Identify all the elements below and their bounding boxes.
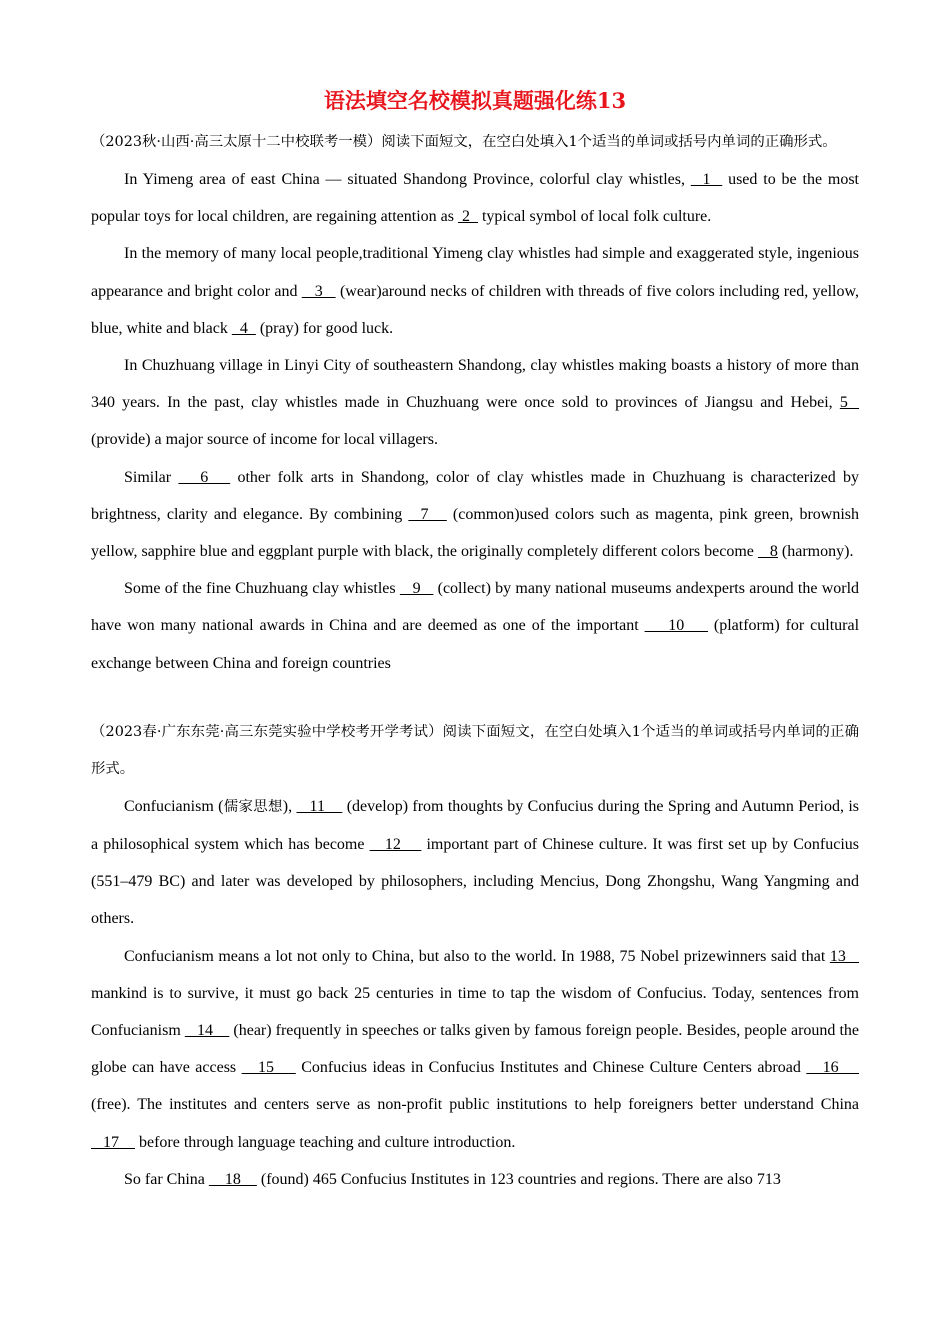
- s1-paragraph-2: [91, 235, 859, 347]
- s2-paragraph-1: [91, 788, 859, 938]
- text: Similar: [124, 468, 179, 486]
- blank-9[interactable]: 9: [399, 580, 434, 598]
- blank-3[interactable]: 3: [301, 282, 336, 300]
- text: (free). The institutes and centers serve as non-profit public institutions to help foreigners better understand China: [91, 1096, 859, 1114]
- text: other folk arts in Shandong, color of clay whistles made in Chuzhuang is characterized by brightness, clarity and elegance. By combining: [91, 468, 860, 523]
- text: (provide) a major source of income for local villagers.: [91, 431, 438, 449]
- text: (platform) for cultural exchange between China and foreign countries: [91, 617, 860, 672]
- text: (pray) for good luck.: [255, 319, 394, 337]
- text: Some of the fine Chuzhuang clay whistles: [124, 580, 400, 598]
- section-spacer: [91, 682, 859, 714]
- section-1-source: （2023秋·山西·高三太原十二中校联考一模）阅读下面短文，在空白处填入1个适当的单词或括号内单词的正确形式。: [91, 134, 837, 150]
- text: (collect) by many national museums andexperts around the world have won many national awards in China and are deemed as one of the important: [91, 580, 860, 635]
- text: (found) 465 Confucius Institutes in 123 countries and regions. There are also 713: [256, 1170, 781, 1188]
- text: (wear)around necks of children with threads of five colors including red, yellow, blue, white and black: [91, 282, 860, 337]
- section-2-source: （2023春·广东东莞·高三东莞实验中学校考开学考试）阅读下面短文，在空白处填入1个适当的单词或括号内单词的正确形式。: [91, 723, 859, 777]
- blank-6[interactable]: 6: [178, 468, 231, 486]
- blank-13[interactable]: 13: [829, 947, 860, 965]
- chinese-term: 儒家思想: [223, 798, 283, 815]
- blank-8[interactable]: 8: [757, 543, 778, 561]
- text: So far China: [124, 1170, 209, 1188]
- blank-17[interactable]: 17: [91, 1133, 135, 1151]
- text: important part of Chinese culture. It was first set up by Confucius (551–479 BC) and later was developed by philosophers, including Mencius, Dong Zhongshu, Wang Yangming and others.: [91, 836, 860, 928]
- page-title: 语法填空名校模拟真题强化练13: [323, 88, 627, 113]
- s1-paragraph-3: [91, 347, 859, 459]
- blank-12[interactable]: 12: [369, 836, 422, 854]
- text: typical symbol of local folk culture.: [477, 208, 712, 226]
- text: (develop) from thoughts by Confucius during the Spring and Autumn Period, is a philosophical system which has become: [91, 797, 860, 854]
- text: ),: [282, 797, 297, 815]
- text: In Chuzhuang village in Linyi City of southeastern Shandong, clay whistles making boasts a history of more than 340 years. In the past, clay whistles made in Chuzhuang were once sold to provinces of Jiangsu and Hebei,: [91, 357, 859, 412]
- text: Confucianism means a lot not only to China, but also to the world. In 1988, 75 Nobel prizewinners said that: [124, 947, 830, 965]
- text: (hear) frequently in speeches or talks given by famous foreign people. Besides, people around the globe can have access: [91, 1022, 860, 1077]
- blank-2[interactable]: 2: [457, 208, 478, 226]
- blank-18[interactable]: 18: [208, 1170, 257, 1188]
- blank-7[interactable]: 7: [408, 505, 447, 523]
- blank-1[interactable]: 1: [690, 171, 723, 188]
- text: (common)used colors such as magenta, pink green, brownish yellow, sapphire blue and eggplant purple with black, the originally completely different colors become: [91, 505, 859, 561]
- text: mankind is to survive, it must go back 25 centuries in time to tap the wisdom of Confucius. Today, sentences from Confucianism: [91, 984, 859, 1040]
- blank-15[interactable]: 15: [241, 1059, 296, 1077]
- text: used to be the most popular toys for local children, are regaining attention as: [91, 171, 860, 226]
- s2-paragraph-3: [91, 1161, 859, 1198]
- document-page: [91, 80, 859, 1198]
- text: before through language teaching and culture introduction.: [135, 1133, 516, 1151]
- blank-11[interactable]: 11: [296, 797, 343, 815]
- blank-14[interactable]: 14: [184, 1022, 230, 1040]
- text: Confucianism (: [124, 797, 224, 815]
- text: (harmony).: [777, 543, 854, 561]
- s1-paragraph-1: [91, 161, 859, 235]
- text: Confucius ideas in Confucius Institutes and Chinese Culture Centers abroad: [295, 1059, 807, 1077]
- blank-16[interactable]: 16: [806, 1059, 860, 1077]
- blank-4[interactable]: 4: [231, 319, 256, 337]
- s2-paragraph-2: [91, 938, 859, 1161]
- text: In Yimeng area of east China — situated Shandong Province, colorful clay whistles,: [124, 171, 691, 188]
- s1-paragraph-5: [91, 570, 859, 682]
- blank-5[interactable]: 5: [839, 394, 859, 412]
- s1-paragraph-4: [91, 459, 859, 571]
- blank-10[interactable]: 10: [644, 617, 708, 635]
- text: In the memory of many local people,traditional Yimeng clay whistles had simple and exaggerated style, ingenious appearance and bright color and: [91, 245, 859, 300]
